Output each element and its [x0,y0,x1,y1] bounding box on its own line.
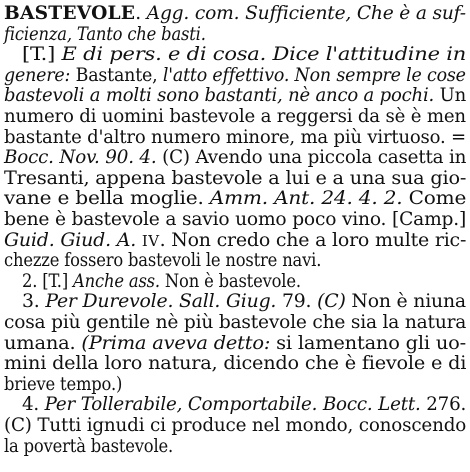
text-run: brieve tempo.) [4,372,123,395]
text-run: chezze fossero bastevoli le nostre navi. [4,249,322,272]
text-run: 79. [276,290,318,313]
text-run: (C) [317,290,346,313]
text-run: Bastante, [75,63,163,86]
text-run: l'atto effettivo. Non sempre le cose [162,63,466,86]
text-run: 3. [22,290,46,313]
text-run: bastante d'altro numero minore, ma più virtuoso. = [4,125,466,148]
text-run: cosa più gentile nè più bastevole che sia la natura [4,311,467,333]
text-run: BASTEVOLE [4,2,136,24]
text-run: Per Durevole. Sall. Giug. [45,290,277,313]
entry-line [0,433,470,459]
text-run: Tresanti, appena bastevole a lui e a una sua gio- [4,166,467,189]
text-run: bene è bastevole a savio uomo poco vino. [Camp.] [4,208,467,230]
text-run: 276. [420,393,467,416]
text-run: Un [434,84,467,107]
text-run: 2. [T.] [22,269,74,292]
text-run: . [135,2,147,24]
text-run: Anche ass. [73,269,160,292]
text-run: Come [402,187,467,210]
text-run: Bocc. Nov. 90. 4. [4,146,157,169]
text-run: (Prima aveva detto: [81,331,271,354]
text-run: Per Tollerabile, Comportabile. Bocc. Lett. [44,393,421,416]
text-run: E di pers. e di cosa. Dice l'attitudine in [61,43,467,66]
text-run: Guid. Giud. A. [4,228,142,251]
text-run: 4. [22,393,45,416]
text-run: Non è niuna [345,290,466,313]
text-run: vane e bella moglie. [4,187,210,210]
text-run: Agg. com. Sufficiente, Che è a suf- [146,2,466,24]
text-run: (C) Avendo una piccola casetta in [156,146,467,169]
text-run: IV [141,231,160,250]
entry-line-text [4,433,173,459]
text-run: numero di uomini bastevole a reggersi da sè è men [4,105,466,127]
text-run: bastevoli a molti sono bastanti, nè anco a pochi. [4,84,435,107]
text-run: mini della loro natura, dicendo che è fievole e di [4,352,467,375]
text-run: si lamentano gli uo- [270,331,466,354]
text-run: genere: [4,63,76,86]
text-run: la povertà bastevole. [4,434,174,457]
text-run: . Non credo che a loro multe ric- [159,228,467,251]
text-run: [T.] [22,43,62,66]
text-run: (C) Tutti ignudi ci produce nel mondo, conoscendo [4,414,467,436]
text-run: Non è bastevole. [159,269,301,292]
text-run: ficienza, Tanto che basti. [4,22,206,45]
text-run: Amm. Ant. 24. 4. 2. [209,187,403,210]
text-run: umana. [4,331,82,354]
